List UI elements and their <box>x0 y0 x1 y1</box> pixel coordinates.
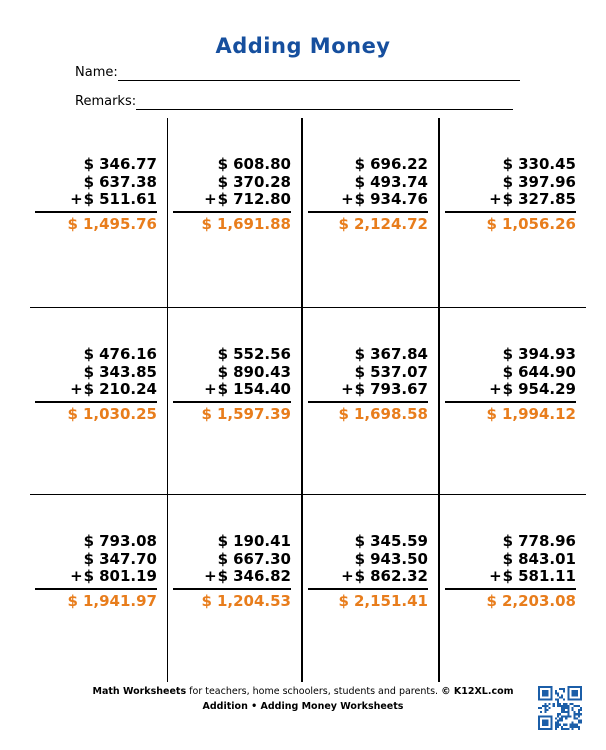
addend-value: 345.59 <box>370 532 428 550</box>
addend-value: 346.82 <box>233 567 291 585</box>
addend-value: 778.96 <box>518 532 576 550</box>
plus-sign: + <box>204 567 217 585</box>
addend-value: 394.93 <box>518 345 576 363</box>
addend-value: 343.85 <box>99 362 157 381</box>
footer-copyright: © K12XL.com <box>441 686 514 697</box>
currency-symbol: $ <box>217 155 229 173</box>
problem-cell <box>303 118 440 308</box>
problem-cell <box>168 118 303 308</box>
addend-line <box>308 191 428 209</box>
sum-line <box>173 590 291 611</box>
addend-line <box>173 381 291 399</box>
name-label: Name: <box>75 65 118 80</box>
problem-cell <box>440 118 586 308</box>
addend-value: 347.70 <box>99 549 157 568</box>
name-write-line <box>118 64 520 81</box>
addend-value: 696.22 <box>370 155 428 173</box>
sum-value: 2,203.08 <box>501 591 576 610</box>
plus-sign: + <box>70 567 83 585</box>
currency-symbol: $ <box>83 567 95 585</box>
currency-symbol: $ <box>354 532 366 550</box>
currency-symbol: $ <box>217 380 229 398</box>
remarks-field <box>75 93 513 110</box>
footer-subtitle: Addition • Adding Money Worksheets <box>202 701 404 712</box>
addend-line <box>445 551 576 569</box>
addend-value: 397.96 <box>518 172 576 191</box>
addend-value: 346.77 <box>99 155 157 173</box>
sum-line <box>35 403 157 424</box>
addend-value: 954.29 <box>518 380 576 398</box>
addend-line <box>35 551 157 569</box>
addend-value: 190.41 <box>233 532 291 550</box>
currency-symbol: $ <box>502 549 514 568</box>
addend-line <box>445 346 576 364</box>
remarks-label: Remarks: <box>75 94 137 109</box>
currency-symbol: $ <box>502 362 514 381</box>
sum-line <box>445 213 576 234</box>
plus-sign: + <box>341 567 354 585</box>
addend-value: 843.01 <box>518 549 576 568</box>
addition-problem <box>35 346 157 423</box>
addend-line <box>445 174 576 192</box>
addend-line <box>173 346 291 364</box>
plus-sign: + <box>489 380 502 398</box>
addition-problem <box>173 346 291 423</box>
addition-problem <box>308 156 428 233</box>
currency-symbol: $ <box>486 214 497 233</box>
problem-cell <box>440 495 586 682</box>
addend-value: 367.84 <box>370 345 428 363</box>
currency-symbol: $ <box>217 172 229 191</box>
sum-value: 1,691.88 <box>216 214 291 233</box>
addend-line <box>308 174 428 192</box>
addend-line <box>445 156 576 174</box>
footer-credit <box>0 686 606 697</box>
addend-line <box>173 156 291 174</box>
currency-symbol: $ <box>354 567 366 585</box>
plus-sign: + <box>489 190 502 208</box>
addend-line <box>445 191 576 209</box>
currency-symbol: $ <box>338 214 349 233</box>
currency-symbol: $ <box>338 404 349 423</box>
remarks-write-line <box>136 93 513 110</box>
problem-cell <box>303 495 440 682</box>
addition-problem <box>308 346 428 423</box>
currency-symbol: $ <box>67 214 78 233</box>
currency-symbol: $ <box>354 380 366 398</box>
currency-symbol: $ <box>83 155 95 173</box>
footer-tagline: for teachers, home schoolers, students and parents. <box>186 686 442 697</box>
footer-brand: Math Worksheets <box>92 686 187 697</box>
currency-symbol: $ <box>502 155 514 173</box>
sum-value: 1,994.12 <box>501 404 576 423</box>
addend-value: 210.24 <box>99 380 157 398</box>
sum-value: 1,204.53 <box>216 591 291 610</box>
addend-value: 608.80 <box>233 155 291 173</box>
sum-line <box>308 213 428 234</box>
currency-symbol: $ <box>83 532 95 550</box>
currency-symbol: $ <box>354 549 366 568</box>
addend-value: 644.90 <box>518 362 576 381</box>
addend-value: 330.45 <box>518 155 576 173</box>
addend-line <box>173 568 291 586</box>
currency-symbol: $ <box>338 591 349 610</box>
addend-line <box>308 551 428 569</box>
currency-symbol: $ <box>354 362 366 381</box>
sum-line <box>173 403 291 424</box>
problems-grid <box>30 118 586 682</box>
problem-cell <box>440 308 586 495</box>
currency-symbol: $ <box>486 591 497 610</box>
currency-symbol: $ <box>217 345 229 363</box>
addend-line <box>35 364 157 382</box>
plus-sign: + <box>70 190 83 208</box>
sum-line <box>445 403 576 424</box>
sum-value: 1,597.39 <box>216 404 291 423</box>
addend-value: 537.07 <box>370 362 428 381</box>
currency-symbol: $ <box>83 345 95 363</box>
problem-cell <box>30 495 168 682</box>
addend-line <box>445 364 576 382</box>
currency-symbol: $ <box>217 190 229 208</box>
plus-sign: + <box>204 380 217 398</box>
currency-symbol: $ <box>217 549 229 568</box>
sum-value: 1,030.25 <box>82 404 157 423</box>
name-field <box>75 64 520 81</box>
sum-value: 1,495.76 <box>82 214 157 233</box>
sum-value: 1,056.26 <box>501 214 576 233</box>
qr-code <box>538 686 582 730</box>
addend-value: 862.32 <box>370 567 428 585</box>
problem-cell <box>168 308 303 495</box>
currency-symbol: $ <box>83 380 95 398</box>
problem-cell <box>168 495 303 682</box>
currency-symbol: $ <box>502 172 514 191</box>
currency-symbol: $ <box>217 567 229 585</box>
currency-symbol: $ <box>354 190 366 208</box>
page-title: Adding Money <box>215 34 391 58</box>
sum-line <box>308 403 428 424</box>
currency-symbol: $ <box>83 362 95 381</box>
addition-problem <box>35 533 157 610</box>
addend-line <box>445 568 576 586</box>
addend-line <box>173 364 291 382</box>
addend-value: 154.40 <box>233 380 291 398</box>
addend-value: 793.08 <box>99 532 157 550</box>
addend-value: 712.80 <box>233 190 291 208</box>
sum-line <box>445 590 576 611</box>
problem-cell <box>30 118 168 308</box>
addend-line <box>308 533 428 551</box>
plus-sign: + <box>204 190 217 208</box>
currency-symbol: $ <box>217 362 229 381</box>
plus-sign: + <box>341 380 354 398</box>
addend-line <box>35 156 157 174</box>
problem-cell <box>303 308 440 495</box>
addition-problem <box>308 533 428 610</box>
addend-line <box>308 156 428 174</box>
addend-line <box>173 174 291 192</box>
addend-line <box>308 364 428 382</box>
currency-symbol: $ <box>217 532 229 550</box>
addend-value: 327.85 <box>518 190 576 208</box>
addend-line <box>173 191 291 209</box>
addend-value: 511.61 <box>99 190 157 208</box>
plus-sign: + <box>70 380 83 398</box>
addition-problem <box>35 156 157 233</box>
addend-value: 476.16 <box>99 345 157 363</box>
sum-line <box>173 213 291 234</box>
addend-line <box>308 568 428 586</box>
currency-symbol: $ <box>83 549 95 568</box>
addend-line <box>35 191 157 209</box>
addend-line <box>35 568 157 586</box>
currency-symbol: $ <box>354 345 366 363</box>
plus-sign: + <box>341 190 354 208</box>
currency-symbol: $ <box>201 591 212 610</box>
currency-symbol: $ <box>67 404 78 423</box>
addend-value: 581.11 <box>518 567 576 585</box>
addend-line <box>173 551 291 569</box>
addend-value: 552.56 <box>233 345 291 363</box>
addend-value: 370.28 <box>233 172 291 191</box>
plus-sign: + <box>489 567 502 585</box>
currency-symbol: $ <box>502 345 514 363</box>
addend-line <box>308 381 428 399</box>
currency-symbol: $ <box>67 591 78 610</box>
sum-line <box>35 213 157 234</box>
addend-value: 793.67 <box>370 380 428 398</box>
problem-cell <box>30 308 168 495</box>
addend-line <box>173 533 291 551</box>
addend-value: 943.50 <box>370 549 428 568</box>
addend-value: 801.19 <box>99 567 157 585</box>
sum-value: 2,151.41 <box>353 591 428 610</box>
addend-line <box>445 381 576 399</box>
currency-symbol: $ <box>83 190 95 208</box>
sum-line <box>35 590 157 611</box>
addition-problem <box>445 156 576 233</box>
addend-value: 493.74 <box>370 172 428 191</box>
currency-symbol: $ <box>354 172 366 191</box>
addend-line <box>445 533 576 551</box>
addend-value: 637.38 <box>99 172 157 191</box>
sum-value: 1,941.97 <box>82 591 157 610</box>
currency-symbol: $ <box>502 190 514 208</box>
addition-problem <box>173 533 291 610</box>
currency-symbol: $ <box>486 404 497 423</box>
addend-line <box>35 381 157 399</box>
currency-symbol: $ <box>201 214 212 233</box>
addend-value: 934.76 <box>370 190 428 208</box>
sum-line <box>308 590 428 611</box>
addition-problem <box>173 156 291 233</box>
addition-problem <box>445 346 576 423</box>
sum-value: 2,124.72 <box>353 214 428 233</box>
addition-problem <box>445 533 576 610</box>
addend-value: 667.30 <box>233 549 291 568</box>
currency-symbol: $ <box>502 532 514 550</box>
addend-line <box>35 533 157 551</box>
addend-value: 890.43 <box>233 362 291 381</box>
addend-line <box>35 346 157 364</box>
currency-symbol: $ <box>83 172 95 191</box>
currency-symbol: $ <box>502 567 514 585</box>
currency-symbol: $ <box>201 404 212 423</box>
addend-line <box>308 346 428 364</box>
sum-value: 1,698.58 <box>353 404 428 423</box>
currency-symbol: $ <box>354 155 366 173</box>
currency-symbol: $ <box>502 380 514 398</box>
addend-line <box>35 174 157 192</box>
